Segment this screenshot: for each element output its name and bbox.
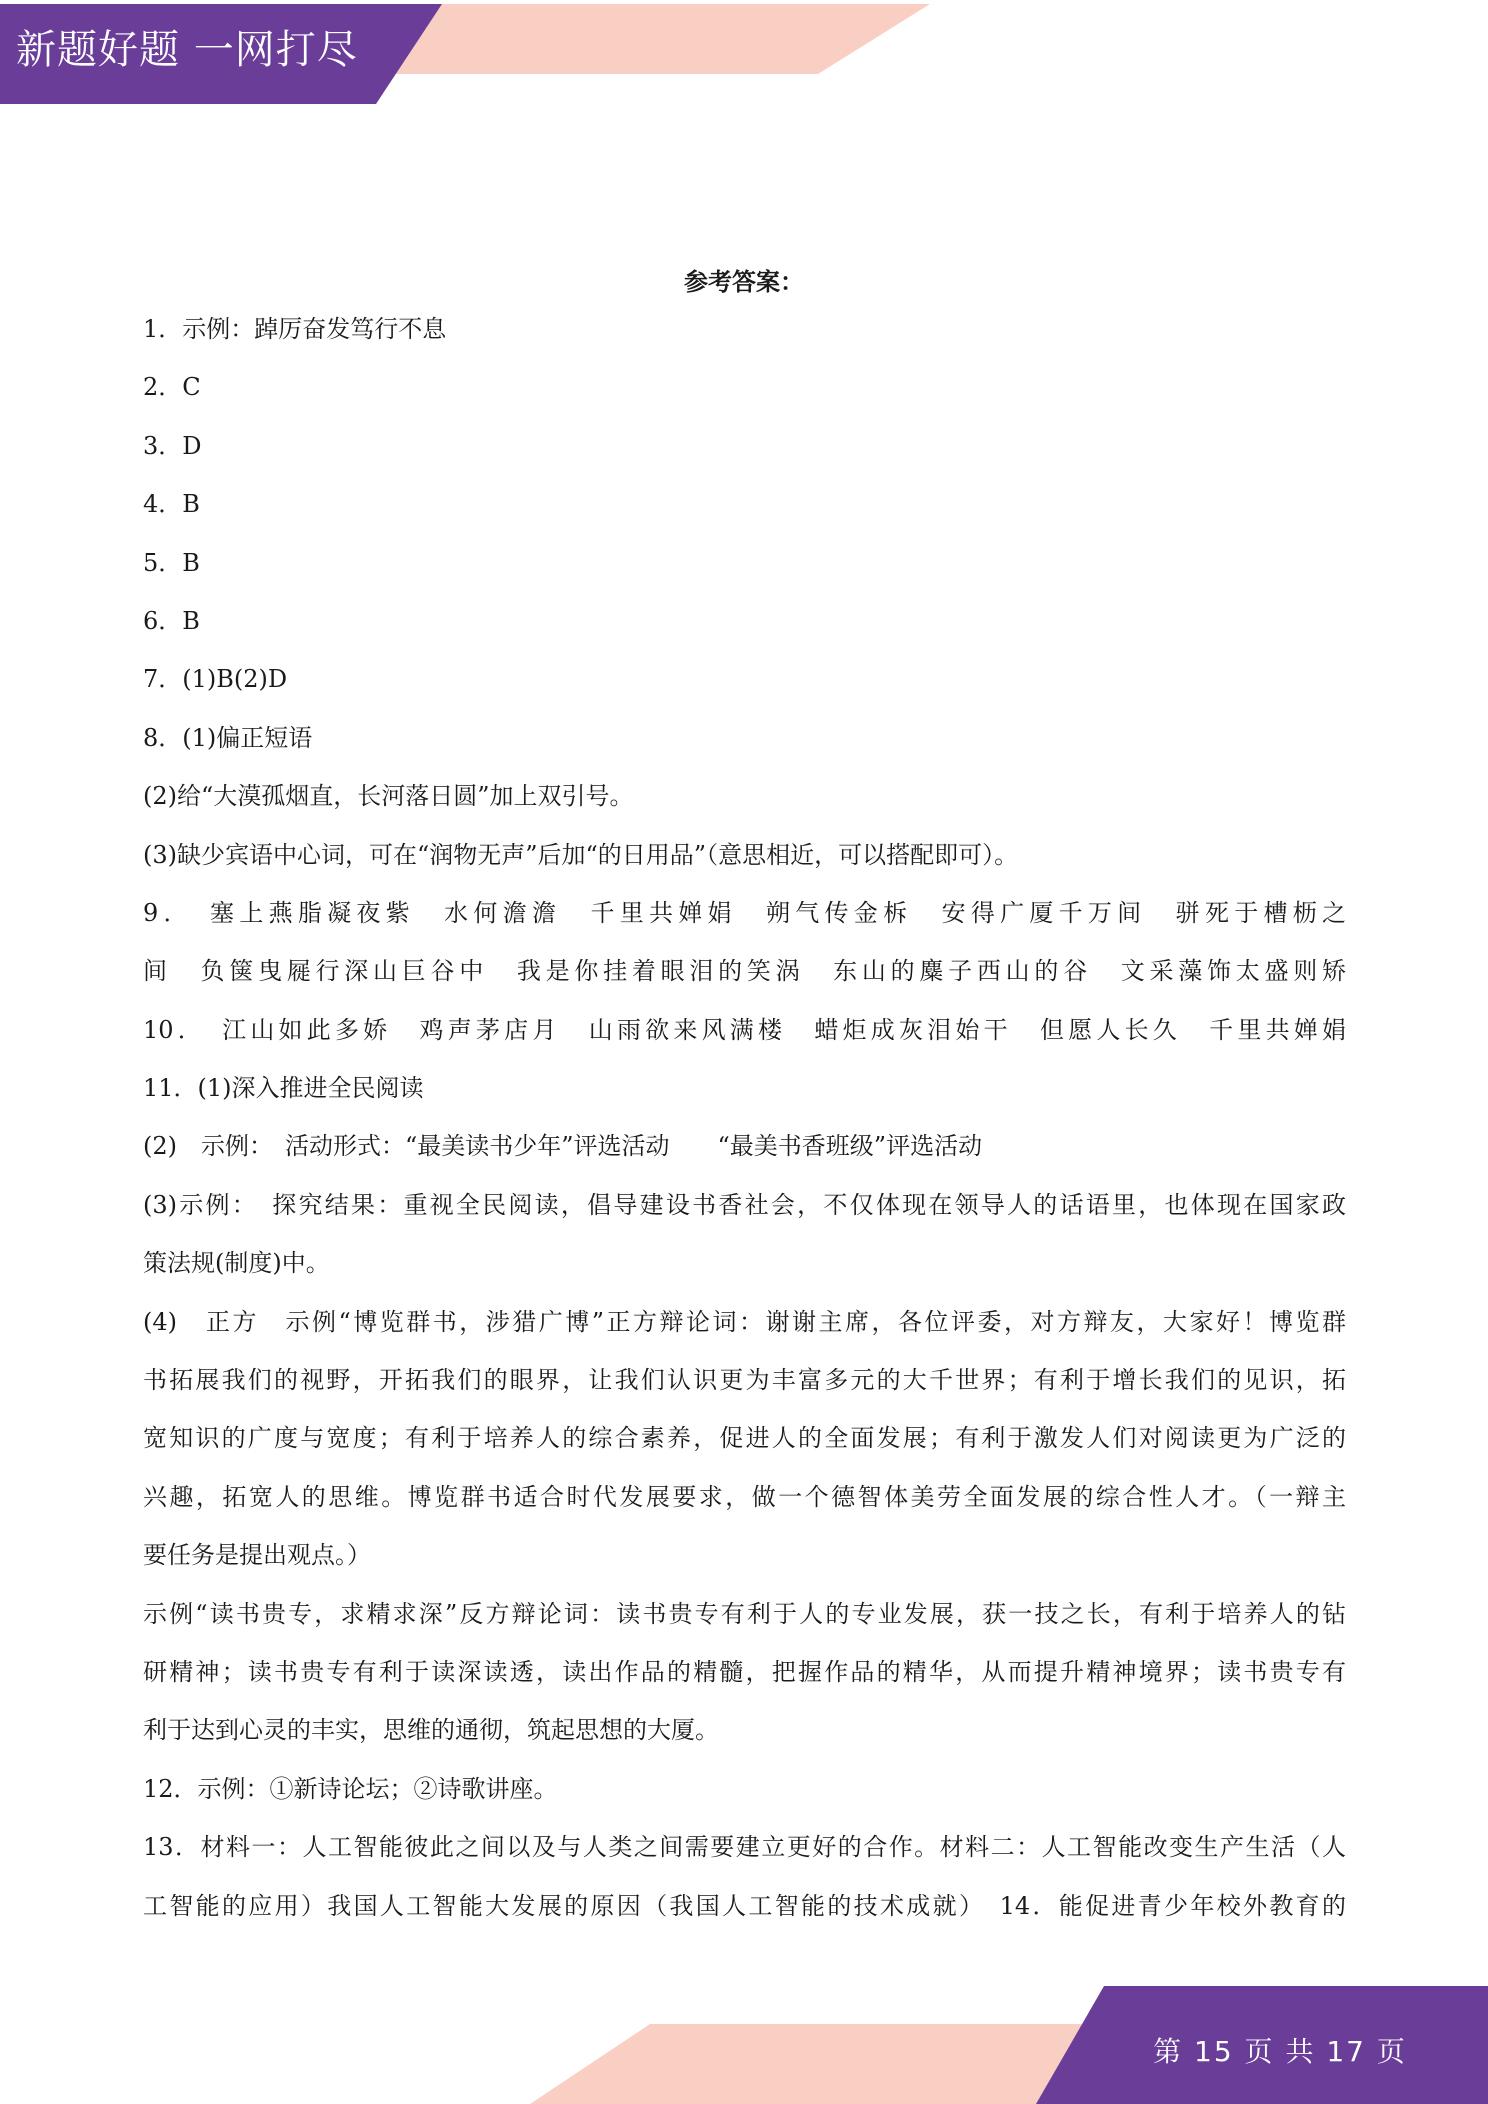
text-line: 11．(1)深入推进全民阅读	[143, 1074, 424, 1103]
text-line: 6．B	[143, 606, 200, 635]
banner-title: 新题好题 一网打尽	[16, 27, 358, 73]
text-line: 要任务是提出观点。）	[143, 1541, 371, 1570]
text-line: 12．示例：①新诗论坛；②诗歌讲座。	[143, 1774, 558, 1803]
text-line: 5．B	[143, 548, 200, 577]
text-line: 8．(1)偏正短语	[143, 723, 313, 752]
text-line: 书拓展我们的视野，开拓我们的眼界，让我们认识更为丰富多元的大千世界；有利于增长我们的见识，拓	[143, 1366, 1346, 1395]
text-line: 13．材料一：人工智能彼此之间以及与人类之间需要建立更好的合作。材料二：人工智能改变生产生活（人	[143, 1833, 1346, 1862]
text-line: 10． 江山如此多娇 鸡声茅店月 山雨欲来风满楼 蜡炬成灰泪始干 但愿人长久 千里共婵娟	[143, 1015, 1346, 1044]
text-line: 4．B	[143, 490, 200, 519]
text-line: 7．(1)B(2)D	[143, 665, 288, 694]
text-line: 兴趣，拓宽人的思维。博览群书适合时代发展要求，做一个德智体美劳全面发展的综合性人才。（一辩主	[143, 1482, 1346, 1511]
text-line: 2．C	[143, 373, 201, 402]
text-line: 研精神；读书贵专有利于读深读透，读出作品的精髓，把握作品的精华，从而提升精神境界；读书贵专有	[143, 1657, 1346, 1686]
text-line: (4) 正方 示例“博览群书，涉猎广博”正方辩论词：谢谢主席，各位评委，对方辩友，大家好！博览群	[143, 1307, 1346, 1336]
footer-banner-peach	[530, 2024, 1120, 2104]
answer-content	[143, 300, 1346, 1935]
text-line: (2)给“大漠孤烟直，长河落日圆”加上双引号。	[143, 782, 634, 811]
text-line: 工智能的应用）我国人工智能大发展的原因（我国人工智能的技术成就） 14．能促进青少年校外教育的	[143, 1891, 1346, 1920]
text-line: 宽知识的广度与宽度；有利于培养人的综合素养，促进人的全面发展；有利于激发人们对阅读更为广泛的	[143, 1424, 1346, 1453]
text-line: 9． 塞上燕脂凝夜紫 水何澹澹 千里共婵娟 朔气传金柝 安得广厦千万间 骈死于槽枥之	[143, 898, 1346, 927]
text-line: (3)缺少宾语中心词，可在“润物无声”后加“的日用品”（意思相近，可以搭配即可）。	[143, 840, 1019, 869]
text-line: (3)示例： 探究结果：重视全民阅读，倡导建设书香社会，不仅体现在领导人的话语里，也体现在国家政	[143, 1190, 1346, 1219]
text-line: 1．示例：踔厉奋发笃行不息	[143, 315, 447, 343]
text-line: 策法规(制度)中。	[143, 1249, 330, 1278]
text-line: 3．D	[143, 431, 202, 460]
text-line: 示例“读书贵专，求精求深”反方辩论词：读书贵专有利于人的专业发展，获一技之长，有利于培养人的钻	[143, 1599, 1346, 1628]
text-line: (2) 示例： 活动形式：“最美读书少年”评选活动 “最美书香班级”评选活动	[143, 1132, 983, 1161]
page-title: 参考答案：	[684, 267, 804, 296]
text-line: 间 负箧曳屣行深山巨谷中 我是你挂着眼泪的笑涡 东山的麋子西山的谷 文采藻饰太盛则矫	[143, 957, 1346, 986]
text-line: 利于达到心灵的丰实，思维的通彻，筑起思想的大厦。	[143, 1716, 719, 1745]
page-number: 第 15 页 共 17 页	[1153, 2035, 1407, 2068]
